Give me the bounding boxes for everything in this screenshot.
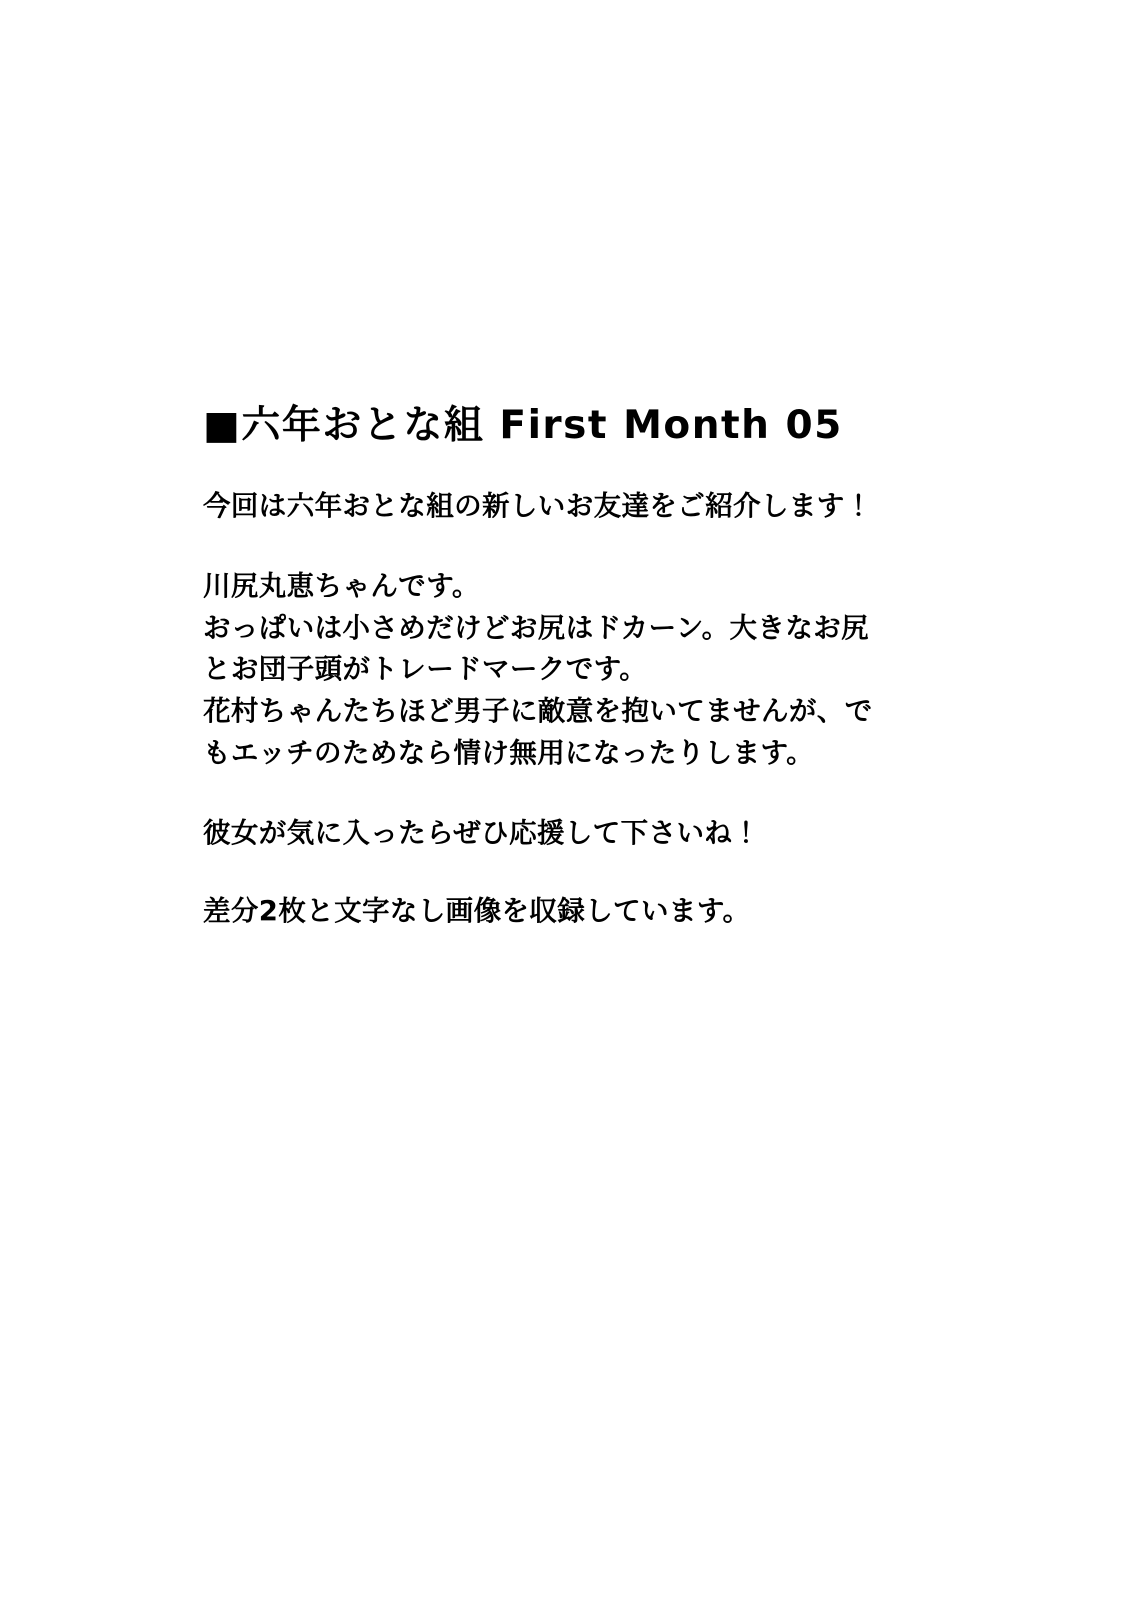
page-title: ■六年おとな組 First Month 05 bbox=[203, 403, 843, 448]
section-intro bbox=[203, 487, 943, 527]
paragraph-line: もエッチのためなら情け無用になったりします。 bbox=[203, 737, 815, 770]
document-content bbox=[203, 404, 943, 932]
section-contents-note bbox=[203, 892, 943, 932]
paragraph-line: おっぱいは小さめだけどお尻はドカーン。大きなお尻 bbox=[203, 611, 870, 644]
section-support-request bbox=[203, 814, 943, 854]
paragraph-line: 彼女が気に入ったらぜひ応援して下さいね！ bbox=[203, 817, 761, 850]
paragraph-line: 花村ちゃんたちほど男子に敵意を抱いてませんが、で bbox=[203, 695, 873, 728]
paragraph-line: 川尻丸恵ちゃんです。 bbox=[203, 569, 480, 602]
section-character-description bbox=[203, 567, 943, 774]
paragraph-line: 今回は六年おとな組の新しいお友達をご紹介します！ bbox=[203, 489, 873, 522]
paragraph-line: とお団子頭がトレードマークです。 bbox=[203, 653, 648, 686]
paragraph-line: 差分2枚と文字なし画像を収録しています。 bbox=[203, 894, 751, 927]
